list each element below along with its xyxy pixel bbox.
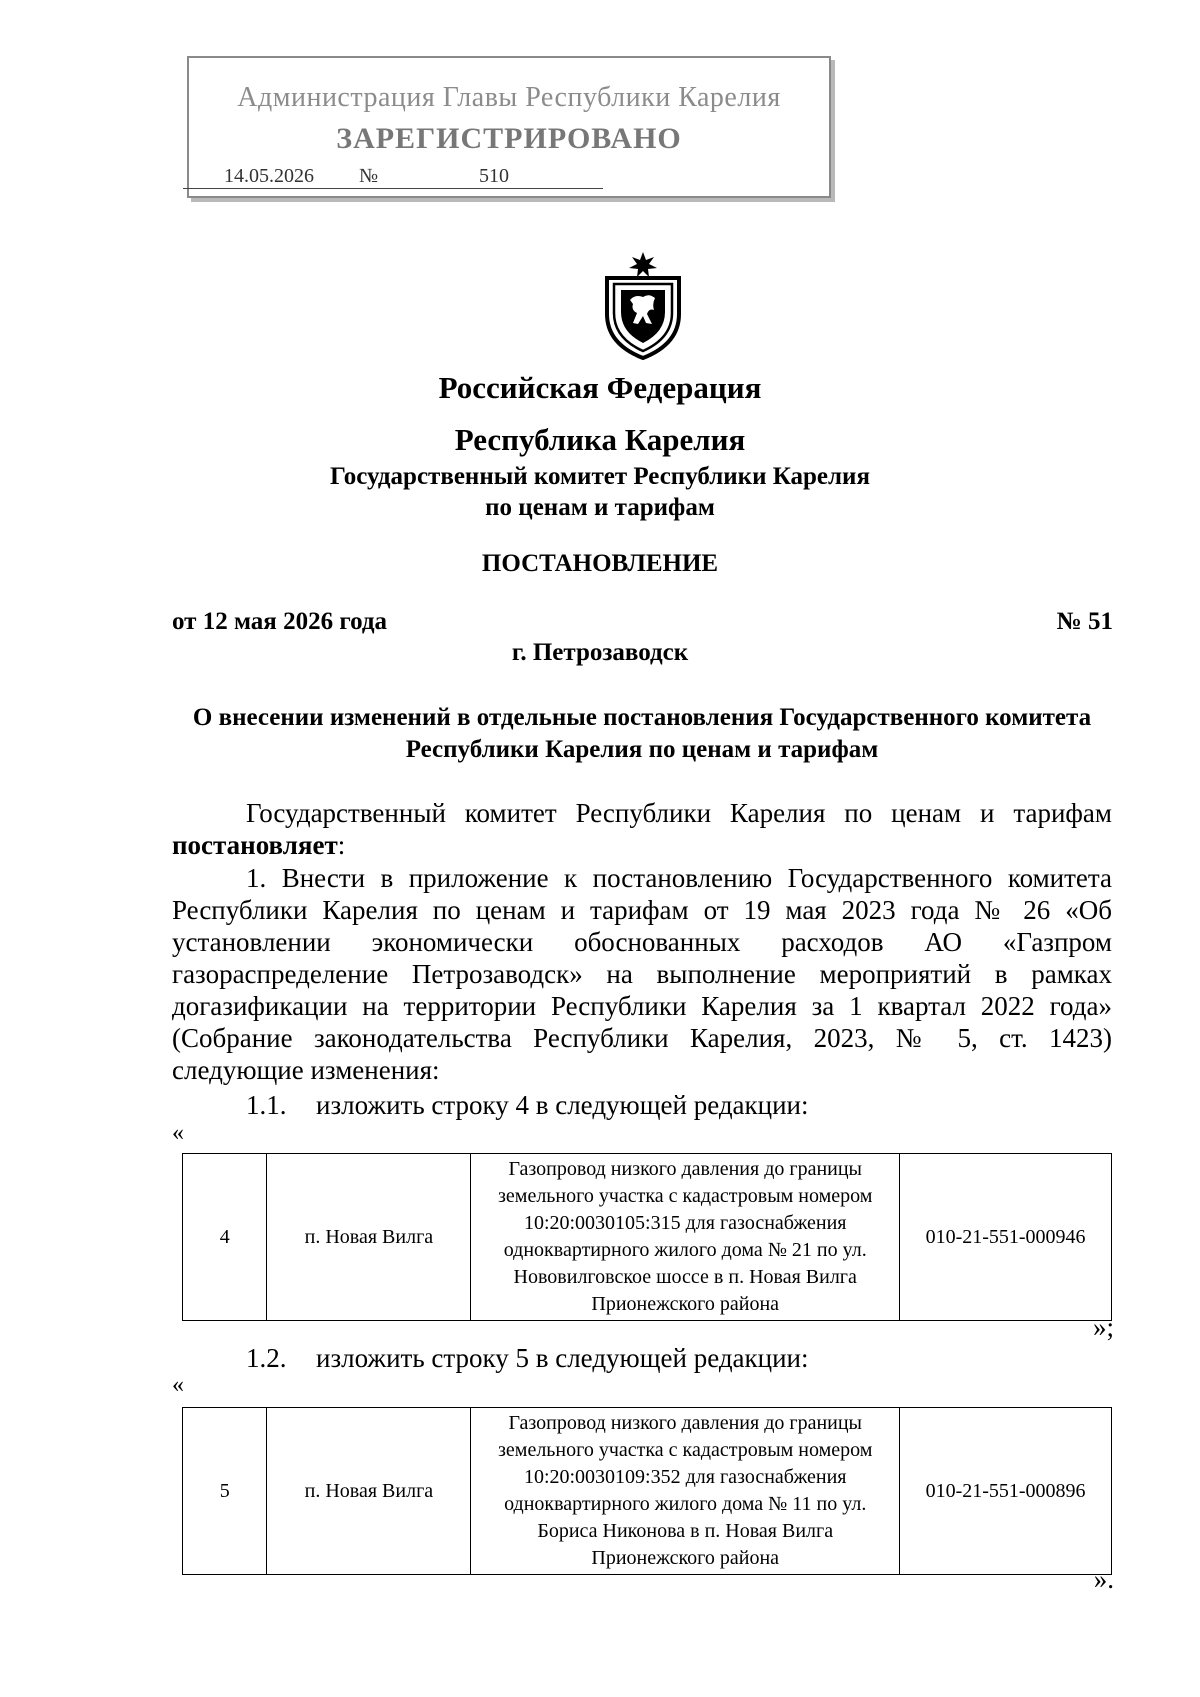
cell-number: 5: [183, 1408, 267, 1575]
document-number: № 51: [1056, 608, 1113, 635]
intro-verb: постановляет: [172, 830, 338, 860]
table-row: [183, 1408, 1112, 1575]
quote-close: »;: [1092, 1312, 1114, 1342]
clause-1-2: [246, 1343, 809, 1374]
row-table-4: [182, 1153, 1112, 1321]
committee-title-line2: по ценам и тарифам: [485, 494, 715, 521]
cell-place: п. Новая Вилга: [267, 1154, 471, 1321]
intro-text: Государственный комитет Республики Карелия по ценам и тарифам: [246, 798, 1112, 828]
document-subject: О внесении изменений в отдельные постановления Государственного комитета Республики Карелия по ценам и тарифам: [192, 704, 1092, 763]
item-1-paragraph: 1. Внести в приложение к постановлению Государственного комитета Республики Карелия по ценам и тарифам от 19 мая 2023 года № 26 «Об установлении экономически обоснованных расходов АО «Газпром газораспределение Петрозаводск» на выполнение мероприятий в рамках догазификации на территории Республики Карелия за 1 квартал 2022 года» (Собрание законодательства Республики Карелия, 2023, № 5, ст. 1423) следующие изменения:: [172, 863, 1112, 1085]
document-city: г. Петрозаводск: [511, 639, 689, 666]
document-date: от 12 мая 2026 года: [172, 608, 387, 635]
stamp-registered: ЗАРЕГИСТРИРОВАНО: [336, 122, 682, 155]
clause-text: изложить строку 4 в следующей редакции:: [316, 1090, 809, 1120]
cell-place: п. Новая Вилга: [267, 1408, 471, 1575]
cell-code: 010-21-551-000896: [900, 1408, 1112, 1575]
coat-of-arms-icon: [597, 252, 689, 360]
stamp-number-sign: №: [359, 165, 379, 187]
quote-close: ».: [1093, 1564, 1114, 1594]
cell-code: 010-21-551-000946: [900, 1154, 1112, 1321]
stamp-organization: Администрация Главы Республики Карелия: [237, 82, 781, 113]
committee-title-line1: Государственный комитет Республики Карелия: [330, 463, 870, 490]
stamp-number: 510: [479, 165, 509, 187]
cell-description: Газопровод низкого давления до границы земельного участка с кадастровым номером 10:20:0030105:315 для газоснабжения одноквартирного жилого дома № 21 по ул. Нововилговское шоссе в п. Новая Вилга Прионежского района: [471, 1154, 900, 1321]
registration-stamp: [187, 56, 831, 198]
row-table-5: [182, 1407, 1112, 1575]
intro-paragraph: [172, 797, 1112, 861]
document-type: ПОСТАНОВЛЕНИЕ: [481, 550, 719, 577]
cell-description: Газопровод низкого давления до границы земельного участка с кадастровым номером 10:20:0030109:352 для газоснабжения одноквартирного жилого дома № 11 по ул. Бориса Никонова в п. Новая Вилга Прионежского района: [471, 1408, 900, 1575]
republic-title: Республика Карелия: [454, 422, 746, 457]
clause-1-1: [246, 1090, 809, 1121]
clause-text: изложить строку 5 в следующей редакции:: [316, 1343, 809, 1373]
table-row: [183, 1154, 1112, 1321]
stamp-date: 14.05.2026: [224, 165, 314, 187]
intro-colon: :: [337, 830, 346, 860]
cell-number: 4: [183, 1154, 267, 1321]
stamp-underline: [183, 188, 603, 189]
clause-number: 1.1.: [246, 1090, 287, 1120]
country-title: Российская Федерация: [438, 370, 762, 405]
quote-open: «: [172, 1372, 184, 1398]
quote-open: «: [172, 1120, 184, 1146]
clause-number: 1.2.: [246, 1343, 287, 1373]
